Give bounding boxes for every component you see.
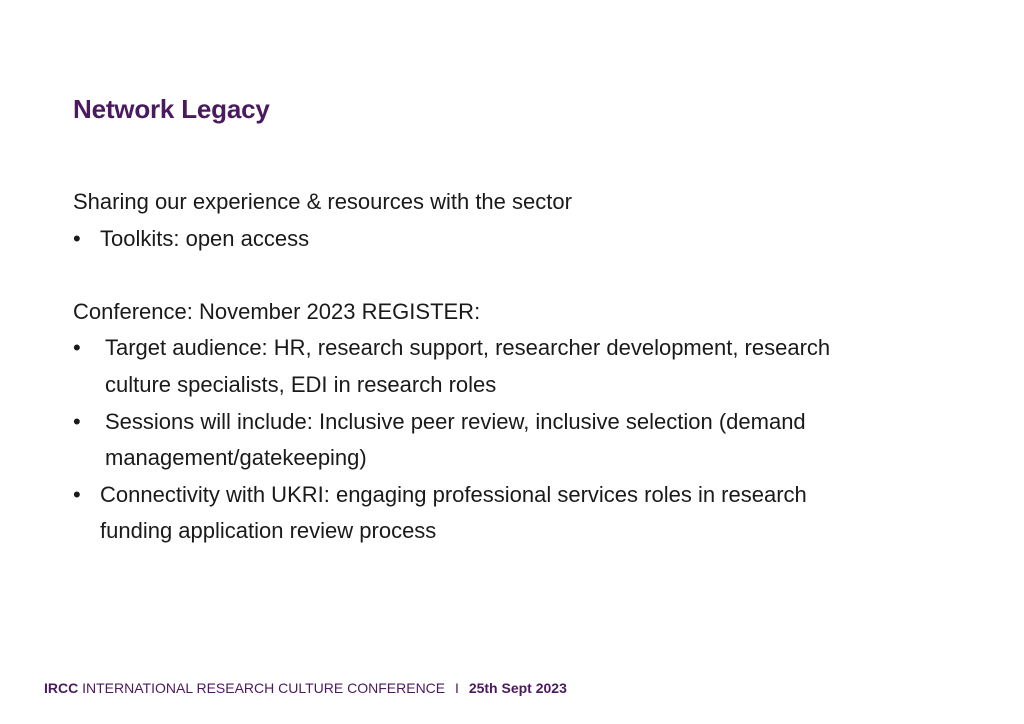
spacer bbox=[73, 257, 833, 294]
list-item-text: Toolkits: open access bbox=[100, 225, 310, 251]
list-item-text: Connectivity with UKRI: engaging professional services roles in research funding application review process bbox=[100, 481, 807, 544]
footer-separator: I bbox=[455, 680, 459, 696]
section-sharing-heading: Sharing our experience & resources with the sector bbox=[73, 189, 572, 214]
bullet-icon: • bbox=[73, 408, 81, 434]
section-sharing-list bbox=[73, 221, 833, 258]
list-item-text: Sessions will include: Inclusive peer review, inclusive selection (demand management/gatekeeping) bbox=[105, 408, 806, 471]
list-item bbox=[73, 330, 833, 403]
bullet-icon: • bbox=[73, 335, 81, 361]
section-conference-heading: Conference: November 2023 REGISTER: bbox=[73, 298, 481, 324]
slide-title: Network Legacy bbox=[73, 94, 270, 124]
section-conference-list bbox=[73, 330, 833, 550]
list-item bbox=[73, 404, 833, 477]
footer-brand: IRCC bbox=[44, 680, 79, 696]
footer-date: 25th Sept 2023 bbox=[468, 680, 567, 696]
list-item bbox=[73, 477, 833, 550]
slide-footer bbox=[44, 680, 567, 696]
list-item bbox=[73, 221, 833, 258]
footer-event: INTERNATIONAL RESEARCH CULTURE CONFERENCE bbox=[82, 680, 446, 696]
bullet-icon: • bbox=[73, 481, 81, 507]
bullet-icon: • bbox=[73, 225, 81, 251]
list-item-text: Target audience: HR, research support, researcher development, research culture specialists, EDI in research roles bbox=[105, 335, 831, 397]
slide-content bbox=[73, 184, 833, 550]
